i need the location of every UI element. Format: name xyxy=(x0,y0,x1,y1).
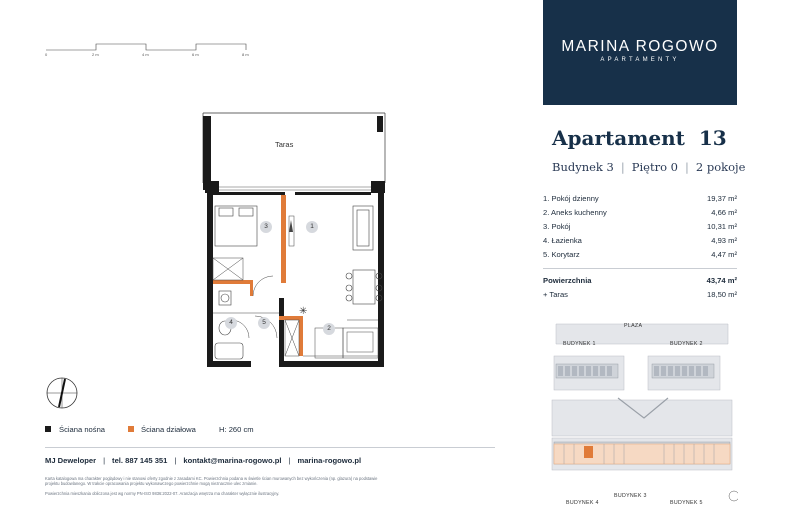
building: Budynek 3 xyxy=(552,160,614,174)
partition-wall-swatch xyxy=(128,426,134,432)
scale-label-8m: 8 m xyxy=(242,52,249,57)
dining-table-icon xyxy=(346,270,382,304)
room-marker-4: 4 xyxy=(225,317,237,329)
compass-icon xyxy=(45,376,79,410)
disclaimer-3: Powierzchnia mieszkania obliczona jest wg normy PN-ISO 9836:2022-07. Aranżacja wnętrza ma charakter wyłącznie ilustracyjny. xyxy=(45,491,280,496)
sofa-icon xyxy=(353,206,373,250)
apartment-title: Apartament 13 xyxy=(552,126,727,150)
site-label-b1: BUDYNEK 1 xyxy=(563,341,596,347)
terrace-outline xyxy=(203,113,385,190)
scale-label-6m: 6 m xyxy=(192,52,199,57)
bed-icon xyxy=(215,206,257,246)
room-row-4: 4. Łazienka 4,93 m² xyxy=(543,236,737,245)
apartment-info: Budynek 3 | Piętro 0 | 2 pokoje xyxy=(552,160,746,174)
terrace-label: Taras xyxy=(275,140,294,149)
brand-subtitle: APARTAMENTY xyxy=(600,57,680,63)
disclaimer-2: projektu budowlanego. W trakcie opracowania projektu wykonawczego powierzchnie mogą nieznacznie ulec zmianie. xyxy=(45,481,258,486)
room-marker-3: 3 xyxy=(260,221,272,233)
site-label-b5: BUDYNEK 5 xyxy=(670,500,703,506)
svg-text:✳: ✳ xyxy=(299,306,308,317)
room-marker-1: 1 xyxy=(306,221,318,233)
floor-plan xyxy=(195,108,395,368)
terrace-area-row: + Taras 18,50 m² xyxy=(543,290,737,299)
room-row-3: 3. Pokój 10,31 m² xyxy=(543,222,737,231)
brand-name: MARINA ROGOWO xyxy=(561,38,719,55)
room-row-5: 5. Korytarz 4,47 m² xyxy=(543,250,737,259)
room-row-1: 1. Pokój dzienny 19,37 m² xyxy=(543,194,737,203)
disclaimer-1: Karta katalogowa ma charakter poglądowy i nie stanowi oferty zgodnie z zasadami KC. Powierzchnia podana w świetle ścian murowanych bez wykończenia (np. glazura) na podstawie xyxy=(45,476,378,481)
scale-label-4m: 4 m xyxy=(142,52,149,57)
apartment-number: 13 xyxy=(698,126,727,150)
tv-icon xyxy=(289,216,294,246)
floor: Piętro 0 xyxy=(631,160,678,174)
contact-line: MJ Deweloper | tel. 887 145 351 | kontakt@marina-rogowo.pl | marina-rogowo.pl xyxy=(45,456,362,465)
company-name: MJ Deweloper xyxy=(45,456,97,465)
scale-label-0: 0 xyxy=(45,52,48,57)
site-label-b2: BUDYNEK 2 xyxy=(670,341,703,347)
phone-link[interactable]: tel. 887 145 351 xyxy=(112,456,168,465)
legend-partition-wall: Ściana działowa xyxy=(141,425,196,434)
apartment-location-marker xyxy=(584,446,593,458)
brand-logo xyxy=(543,0,737,105)
closet-icon xyxy=(285,320,299,356)
email-link[interactable]: kontakt@marina-rogowo.pl xyxy=(183,456,282,465)
website-link[interactable]: marina-rogowo.pl xyxy=(297,456,362,465)
footer-divider xyxy=(45,447,495,448)
site-label-b3: BUDYNEK 3 xyxy=(614,493,647,499)
room-marker-5: 5 xyxy=(258,317,270,329)
rooms-count: 2 pokoje xyxy=(695,160,746,174)
legend-load-wall: Ściana nośna xyxy=(59,425,106,434)
room-marker-2: 2 xyxy=(323,323,335,335)
site-label-b4: BUDYNEK 4 xyxy=(566,500,599,506)
scale-bar xyxy=(44,40,264,54)
room-row-2: 2. Aneks kuchenny 4,66 m² xyxy=(543,208,737,217)
legend-height: H: 260 cm xyxy=(219,425,254,434)
load-bearing-walls xyxy=(205,181,385,367)
site-label-plaza: PLAZA xyxy=(624,323,643,329)
scale-label-2m: 2 m xyxy=(92,52,99,57)
total-area-row: Powierzchnia 43,74 m² xyxy=(543,276,737,285)
load-wall-swatch xyxy=(45,426,51,432)
rooms-divider xyxy=(543,268,737,269)
